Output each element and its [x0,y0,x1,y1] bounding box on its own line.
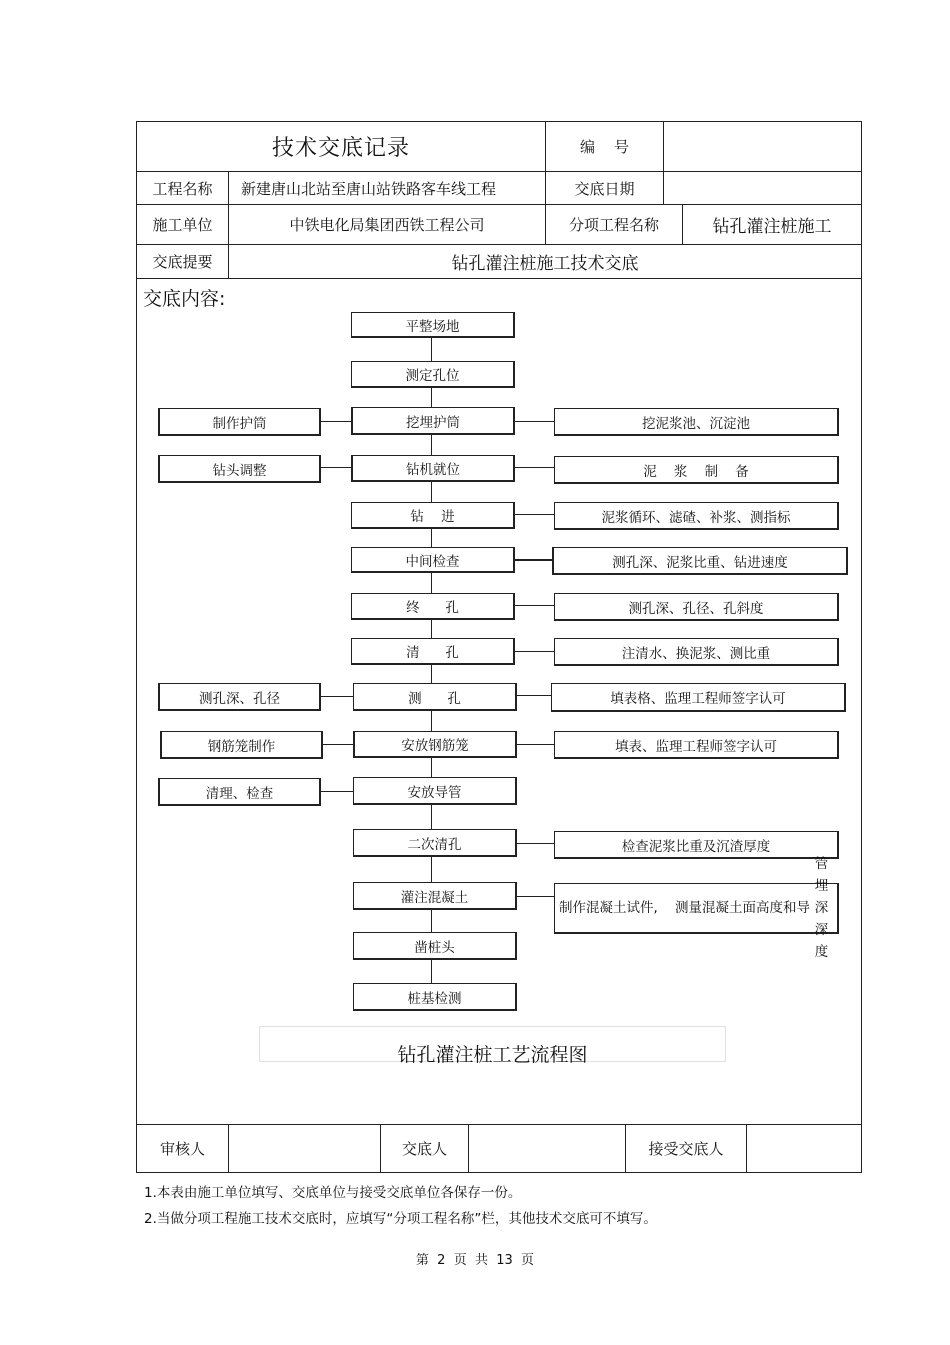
project-name-value: 新建唐山北站至唐山站铁路客车线工程 [241,179,497,198]
presenter-label: 交底人 [401,1140,447,1158]
flow-step-pile-test: 桩基检测 [353,983,517,1011]
flow-step-chisel-head: 凿桩头 [353,932,517,960]
reviewer-label: 审核人 [159,1140,205,1158]
flowchart-caption: 钻孔灌注桩工艺流程图 [397,1043,588,1066]
unit-label: 施工单位 [152,216,213,234]
connector [514,514,555,515]
connector [514,605,555,606]
flow-note-mud-pit: 挖泥浆池、沉淀池 [554,408,839,436]
connector [320,791,354,792]
flow-note-make-casing: 制作护筒 [158,408,321,436]
connector [516,896,555,897]
flow-note-cage-fabrication: 钢筋笼制作 [160,731,323,759]
flow-step-second-clear: 二次清孔 [353,829,517,857]
presenter-value[interactable] [469,1125,625,1172]
flow-note-form-sign: 填表、监理工程师签字认可 [554,731,839,759]
row-divider [136,278,862,279]
number-label: 编 号 [579,138,630,156]
connector [320,421,352,422]
flow-note-concrete-test [554,856,839,960]
flow-step-drilling: 钻 进 [351,502,515,529]
receiver-label: 接受交底人 [648,1140,724,1158]
flow-note-clean-check: 清理、检查 [158,778,321,806]
flow-step-rig-position: 钻机就位 [351,455,515,482]
summary-label: 交底提要 [152,253,213,271]
sub-project-label: 分项工程名称 [568,216,659,234]
footnote-1: 1.本表由施工单位填写、交底单位与接受交底单位各保存一份。 [144,1185,522,1201]
flow-step-pour-concrete: 灌注混凝土 [353,882,517,910]
flow-step-place-cage: 安放钢筋笼 [353,731,517,758]
flow-step-final-hole: 终 孔 [351,593,515,620]
flow-step-mid-check: 中间检查 [351,547,515,573]
flow-note-bit-adjust: 钻头调整 [158,455,321,483]
document-title: 技术交底记录 [271,136,410,161]
date-value[interactable] [664,172,861,204]
date-label: 交底日期 [574,179,635,198]
connector [516,744,555,745]
flow-note-mud-cycle: 泥浆循环、滤碴、补浆、测指标 [554,502,839,530]
connector [516,843,555,844]
flow-step-clear-hole: 清 孔 [351,638,515,665]
connector [514,421,555,422]
connector [514,559,553,561]
reviewer-value[interactable] [229,1125,380,1172]
footnote-2: 2.当做分项工程施工技术交底时，应填写“分项工程名称”栏，其他技术交底可不填写。 [144,1211,657,1227]
flow-step-locate-hole: 测定孔位 [351,361,515,388]
receiver-value[interactable] [747,1125,861,1172]
connector [322,744,354,745]
flow-note-sediment-check: 检查泥浆比重及沉渣厚度 [554,831,839,859]
table-bottom-border [136,1172,862,1173]
flow-step-place-tremie: 安放导管 [353,777,517,805]
flow-note-concrete-test-line1: 制作混凝土试件, 测量混凝土面高度和导 [559,900,810,916]
connector [514,467,555,468]
flow-note-mud-prep: 泥 浆 制 备 [554,456,839,484]
project-name-label: 工程名称 [152,179,213,198]
sub-project-value: 钻孔灌注桩施工 [712,217,832,237]
flow-step-bury-casing: 挖埋护筒 [351,407,515,435]
number-value[interactable] [664,122,861,171]
flow-note-fill-form-sign: 填表格、监理工程师签字认可 [551,683,846,712]
connector [320,467,352,468]
connector [516,695,552,696]
flow-note-hole-checks: 测孔深、孔径、孔斜度 [554,593,839,621]
flow-note-hole-depth-dia: 测孔深、孔径 [158,683,321,711]
summary-value: 钻孔灌注桩施工技术交底 [451,254,639,274]
flow-note-concrete-test-line2: 管埋深深度 [814,856,829,960]
page-number: 第 2 页 共 13 页 [415,1253,535,1268]
flow-step-level-site: 平整场地 [351,312,515,338]
unit-value: 中铁电化局集团西铁工程公司 [289,216,485,234]
flow-note-drill-checks: 测孔深、泥浆比重、钻进速度 [552,547,848,575]
flow-step-measure-hole: 测 孔 [353,683,517,711]
flow-note-water-change: 注清水、换泥浆、测比重 [554,638,839,666]
connector [514,651,555,652]
content-label: 交底内容: [143,288,226,310]
connector [320,696,354,697]
